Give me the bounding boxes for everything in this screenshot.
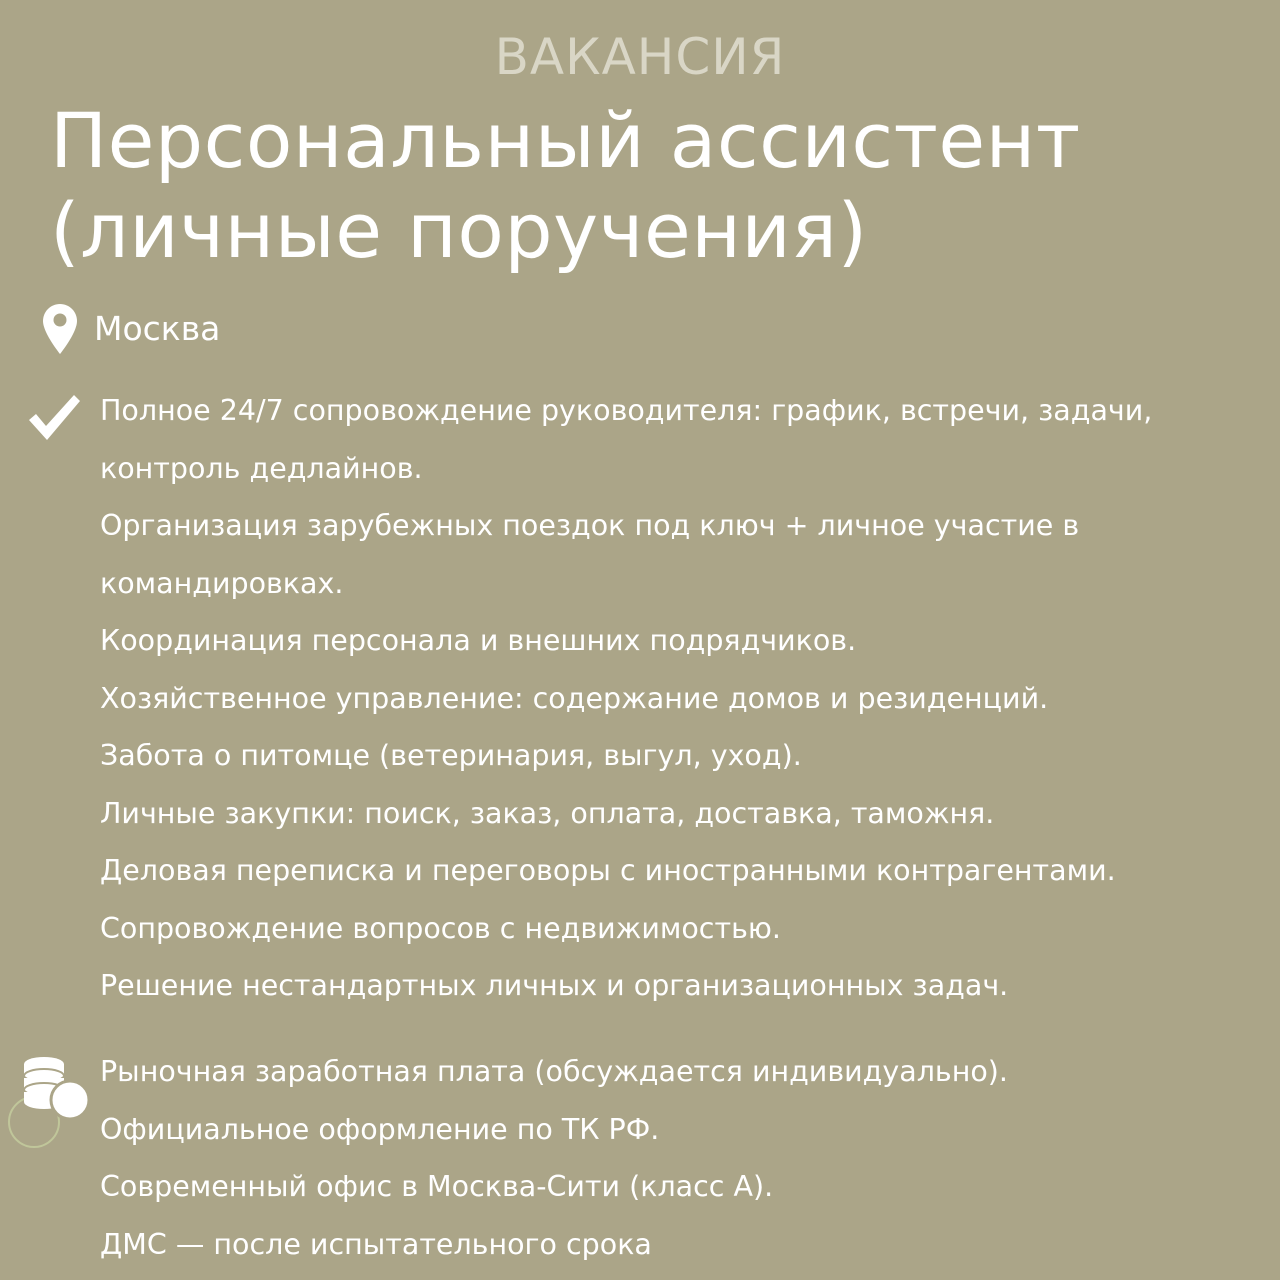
list-item: Хозяйственное управление: содержание домов и резиденций.	[100, 681, 1049, 715]
list-item: Личные закупки: поиск, заказ, оплата, доставка, таможня.	[100, 796, 995, 830]
location-city: Москва	[94, 309, 221, 348]
list-item: Полное 24/7 сопровождение руководителя: график, встречи, задачи, контроль дедлайнов.	[100, 394, 1153, 485]
list-item: Деловая переписка и переговоры с иностранными контрагентами.	[100, 854, 1116, 887]
list-item: Организация зарубежных поездок под ключ + личное участие в командировках.	[100, 509, 1080, 600]
list-item: Рыночная заработная плата (обсуждается индивидуально).	[100, 1055, 1008, 1088]
vacancy-label: ВАКАНСИЯ	[494, 28, 786, 86]
list-item: Решение нестандартных личных и организационных задач.	[100, 969, 1009, 1002]
page-title	[50, 96, 1250, 276]
title-line-1: Персональный ассистент	[50, 96, 1081, 185]
coins-icon	[18, 1050, 92, 1134]
location	[42, 300, 220, 358]
list-item: Координация персонала и внешних подрядчиков.	[100, 624, 857, 657]
list-item: ДМС — после испытательного срока	[100, 1227, 652, 1261]
checkmark-icon	[26, 392, 82, 444]
list-item: Сопровождение вопросов с недвижимостью.	[100, 911, 781, 945]
list-item: Современный офис в Москва-Сити (класс А).	[100, 1170, 774, 1203]
duties-list	[100, 382, 1260, 1015]
list-item: Официальное оформление по ТК РФ.	[100, 1112, 660, 1146]
map-pin-icon	[42, 303, 78, 355]
list-item: Забота о питомце (ветеринария, выгул, уход).	[100, 739, 802, 772]
benefits-list	[100, 1043, 1260, 1273]
title-line-2: (личные поручения)	[50, 186, 868, 275]
